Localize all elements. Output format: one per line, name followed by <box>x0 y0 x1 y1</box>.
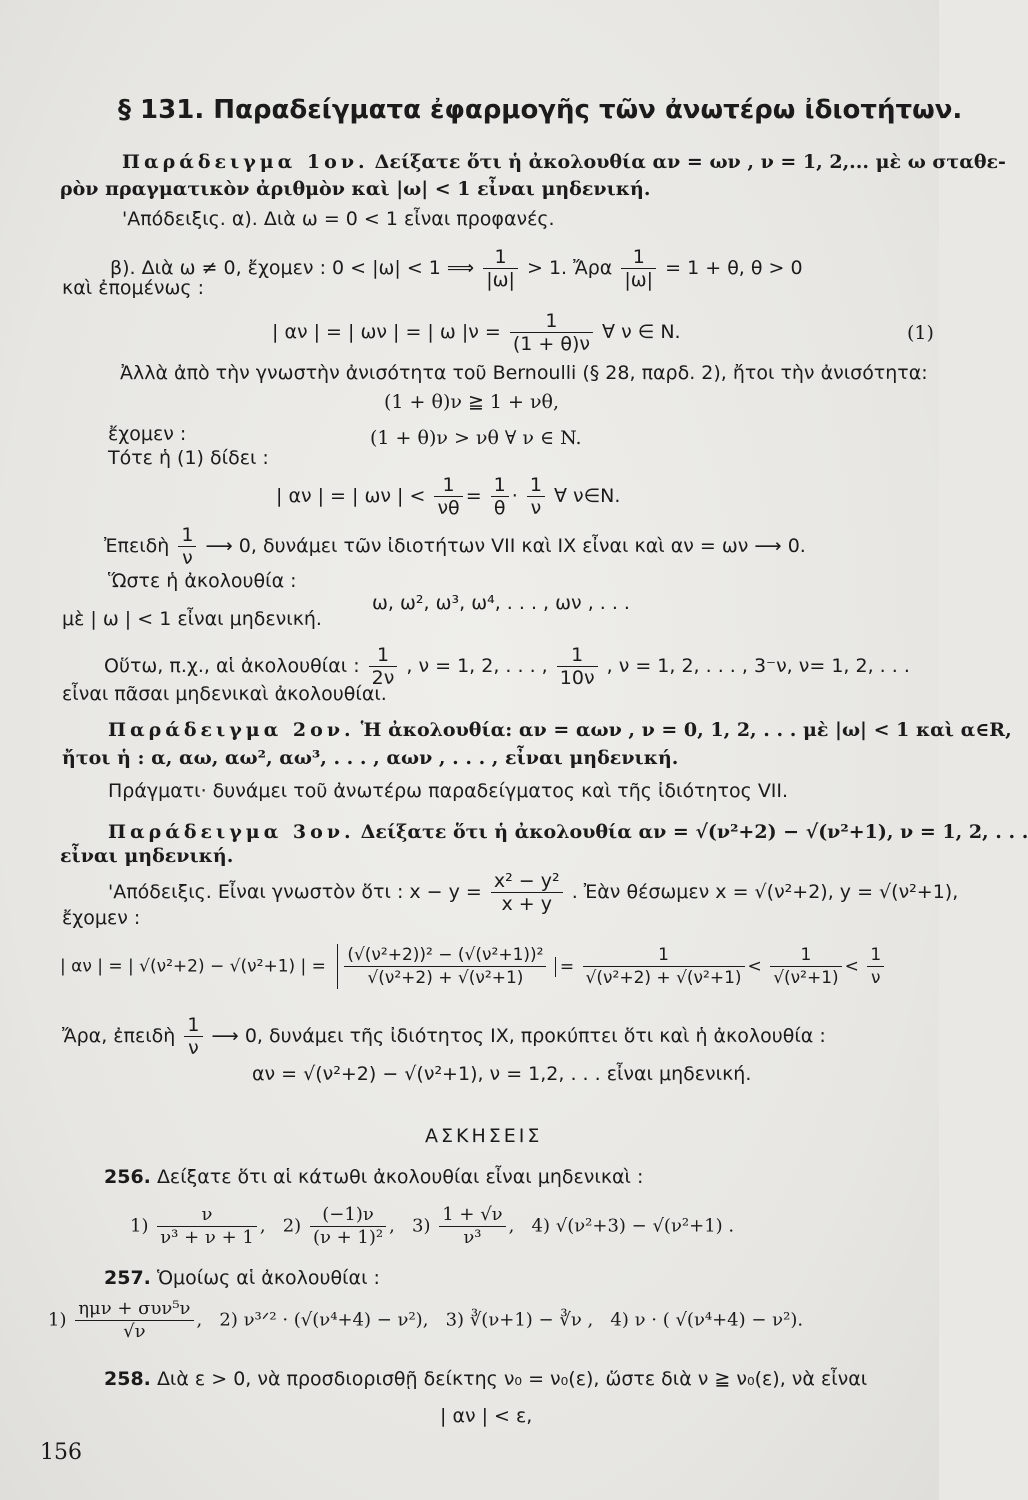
outo-middle-1: , ν = 1, 2, . . . , <box>406 655 548 677</box>
example-1-line-1 <box>122 150 1006 174</box>
equation-2-left: | αν | = | ων | < <box>276 485 426 507</box>
bernoulli-inequality: (1 + θ)ν ≧ 1 + νθ, <box>384 391 560 413</box>
epeidi-rest: ⟶ 0, δυνάμει τῶν ἰδιοτήτων VII καὶ IX εἶναι καὶ αν = ων ⟶ 0. <box>205 535 806 557</box>
item-number: 3) <box>412 1215 431 1237</box>
fraction-numerator: (−1)ν <box>322 1204 374 1225</box>
fraction-denominator: |ω| <box>621 268 656 291</box>
fraction-denominator: ν <box>867 966 884 989</box>
epeidi-word: Ἐπειδὴ <box>104 535 170 557</box>
example-1-line-2: ρὸν πραγματικὸν ἀριθμὸν καὶ |ω| < 1 εἶναι μηδενική. <box>60 178 651 200</box>
me-line: μὲ | ω | < 1 εἶναι μηδενική. <box>62 608 322 630</box>
fraction-numerator: 1 <box>442 474 455 496</box>
fraction-numerator: 1 <box>529 474 542 496</box>
example-1-statement: Δείξατε ὅτι ἡ ἀκολουθία αν = ων , ν = 1, 2,... μὲ ω σταθε- <box>374 151 1006 173</box>
proof-b-text: β). Διὰ ω ≠ 0, ἔχομεν : 0 < |ω| < 1 ⟹ <box>110 257 475 279</box>
fraction-numerator: x² − y² <box>493 870 560 892</box>
fraction-numerator: 1 <box>545 310 558 332</box>
example-2-line-2: ἤτοι ἡ : α, αω, αω², αω³, . . . , αων , . . . , εἶναι μηδενική. <box>62 747 679 769</box>
ara-word: Ἄρα, ἐπειδὴ <box>62 1025 176 1047</box>
fraction-numerator: ν <box>201 1204 213 1225</box>
item-number: 1) <box>130 1215 149 1237</box>
example-2-line-3: Πράγματι· δυνάμει τοῦ ἀνωτέρω παραδείγματος καὶ τῆς ἰδιότητος VII. <box>108 780 789 802</box>
fraction-numerator: 1 <box>187 1014 200 1036</box>
exercise-257-number: 257. <box>104 1267 151 1289</box>
fraction-numerator: 1 <box>494 246 507 268</box>
fraction-denominator: 2ν <box>369 666 398 689</box>
proof-3-rest: . Ἐὰν θέσωμεν x = √(ν²+2), y = √(ν²+1), <box>571 881 959 903</box>
kai-epomenos: καὶ ἐπομένως : <box>62 277 204 299</box>
example-3-label: Παράδειγμα 3ον. <box>108 821 355 843</box>
fraction-denominator: √ν <box>75 1320 193 1343</box>
proof-b-ara: > 1. Ἄρα <box>527 257 613 279</box>
fraction-numerator: 1 <box>870 945 882 965</box>
exercise-256-text: Δείξατε ὅτι αἱ κάτωθι ἀκολουθίαι εἶναι μηδενικαὶ : <box>156 1166 644 1188</box>
einai-pasai: εἶναι πᾶσαι μηδενικαὶ ἀκολουθίαι. <box>62 683 387 705</box>
exercise-256-fraction-3 <box>439 1204 505 1249</box>
example-1-label: Παράδειγμα 1ον. <box>122 151 369 173</box>
fraction-one-over-10-nu <box>557 644 598 689</box>
ara-line <box>62 1014 826 1059</box>
proof-a: 'Απόδειξις. α). Διὰ ω = 0 < 1 εἶναι προφανές. <box>122 208 555 230</box>
inequality-2: (1 + θ)ν > νθ ∀ ν ∈ N. <box>370 427 582 449</box>
item-number: 2) <box>282 1215 302 1237</box>
exercise-256-fraction-1 <box>157 1204 257 1249</box>
fraction-denominator: νθ <box>434 496 462 519</box>
epeidi-line <box>104 524 806 569</box>
exercise-257-fraction-1 <box>75 1298 193 1343</box>
big-fraction-1 <box>337 944 546 989</box>
fraction-x2-y2-over-x-plus-y <box>491 870 563 915</box>
fraction-one-over-abs-omega-2 <box>621 246 656 291</box>
exercises-heading: ΑΣΚΗΣΕΙΣ <box>425 1125 543 1147</box>
proof-3-text: 'Απόδειξις. Εἶναι γνωστὸν ὅτι : x − y = <box>108 881 482 903</box>
equation-2-right: ∀ ν∈N. <box>553 485 621 507</box>
fraction-numerator: 1 <box>800 945 812 965</box>
fraction-denominator: ν <box>178 546 196 569</box>
example-3-line-1 <box>108 820 1028 844</box>
example-3-statement: Δείξατε ὅτι ἡ ἀκολουθία αν = √(ν²+2) − √(ν²+1), ν = 1, 2, . . . <box>360 821 1028 843</box>
example-3-line-2: εἶναι μηδενική. <box>60 845 234 867</box>
equation-1-tag: (1) <box>907 322 934 344</box>
example-3-proof <box>108 870 958 915</box>
exercise-258-text: Διὰ ε > 0, νὰ προσδιορισθῇ δείκτης ν₀ = ν₀(ε), ὥστε διὰ ν ≧ ν₀(ε), νὰ εἶναι <box>156 1368 868 1390</box>
fraction-one-over-nu-2 <box>184 1014 202 1059</box>
exomen-1: ἔχομεν : <box>108 423 187 445</box>
fraction-denominator: √(ν²+2) + √(ν²+1) <box>583 966 745 989</box>
fraction-denominator: √(ν²+1) <box>770 966 841 989</box>
fraction-numerator: 1 <box>571 644 584 666</box>
exercise-257-expression-2: ν³ᐟ² · (√(ν⁴+4) − ν²), <box>243 1309 429 1331</box>
outo-word: Οὕτω, π.χ., αἱ ἀκολουθίαι : <box>104 655 360 677</box>
page-number: 156 <box>40 1440 82 1465</box>
fraction-denominator: |ω| <box>483 268 518 291</box>
ara-rest: ⟶ 0, δυνάμει τῆς ἰδιότητος IX, προκύπτει ὅτι καὶ ἡ ἀκολουθία : <box>211 1025 826 1047</box>
fraction-numerator: 1 <box>632 246 645 268</box>
section-title: § 131. Παραδείγματα ἐφαρμογῆς τῶν ἀνωτέρω ἰδιοτήτων. <box>118 95 963 125</box>
equation-1 <box>272 310 681 355</box>
example-2-line-1 <box>108 718 1012 742</box>
fraction-numerator: 1 <box>493 474 506 496</box>
exercise-257-text: Ὁμοίως αἱ ἀκολουθίαι : <box>156 1267 380 1289</box>
fraction-denominator: ν <box>527 496 545 519</box>
big-equation: | αν | = | √(ν²+2) − √(ν²+1) | = $\frac{\text{(√(ν²+2))² − (√(ν²+1))²}}{\text{√(ν²+2) + √(ν²+1)}}$ = $\frac{1}{\text{√(ν²+2) + √(ν²+1)}}$ < $\frac{1}{\text{√(ν²+1)}}$ < $\frac{1}{\nu}$ <box>60 944 887 989</box>
exercise-258-line-2: | αν | < ε, <box>440 1405 533 1427</box>
exercise-256-items: 1) $\frac{\nu}{\text{ν³ + ν + 1}}$ , 2) $\frac{(-1)\nu}{\text{(ν + 1)²}}$ , 3) $\frac{1 + √\nu}{\text{ν³}}$ , 4) √(ν²+3) − √(ν²+1) . <box>130 1204 735 1248</box>
oste-line: Ὥστε ἡ ἀκολουθία : <box>108 570 297 592</box>
exercise-256-fraction-2 <box>310 1204 386 1249</box>
exercise-256-expression-4: √(ν²+3) − √(ν²+1) . <box>555 1215 735 1237</box>
exomen-3: ἔχομεν : <box>62 907 141 929</box>
fraction-numerator: 1 <box>658 945 669 965</box>
equation-2-fraction-2 <box>491 474 509 519</box>
fraction-numerator: 1 + √ν <box>442 1204 503 1225</box>
example-3-final: αν = √(ν²+2) − √(ν²+1), ν = 1,2, . . . εἶναι μηδενική. <box>252 1063 752 1085</box>
exercise-257 <box>104 1266 380 1290</box>
big-fraction-2 <box>583 944 745 989</box>
item-number: 1) <box>48 1309 67 1331</box>
fraction-denominator: θ <box>491 496 509 519</box>
item-number: 4) <box>610 1309 629 1331</box>
equation-1-left: | αν | = | ων | = | ω |ν = <box>272 321 501 343</box>
fraction-numerator: ημν + συν⁵ν <box>78 1298 191 1319</box>
exercise-258-number: 258. <box>104 1368 151 1390</box>
exercise-256 <box>104 1165 643 1189</box>
big-fraction-3 <box>770 944 841 989</box>
fraction-denominator: (1 + θ)ν <box>510 332 593 355</box>
fraction-numerator: (√(ν²+2))² − (√(ν²+1))² <box>347 945 544 965</box>
fraction-one-over-nu <box>178 524 196 569</box>
sequence-powers: ω, ω², ω³, ω⁴, . . . , ων , . . . <box>372 592 630 614</box>
fraction-denominator: ν³ <box>439 1226 505 1249</box>
exercise-257-items: 1) $\frac{\text{ημν + συν⁵ν}}{√\nu}$ , 2) ν³ᐟ² · (√(ν⁴+4) − ν²), 3) ∛(ν+1) − ∛ν , 4) ν · ( √(ν⁴+4) − ν²). <box>48 1298 804 1342</box>
exercise-257-expression-4: ν · ( √(ν⁴+4) − ν²). <box>634 1309 804 1331</box>
fraction-denominator: 10ν <box>557 666 598 689</box>
fraction-denominator: x + y <box>491 892 563 915</box>
equation-2-fraction-1 <box>434 474 462 519</box>
item-number: 2) <box>219 1309 238 1331</box>
proof-b-theta: = 1 + θ, θ > 0 <box>665 257 803 279</box>
big-fraction-4 <box>867 944 884 989</box>
fraction-numerator: 1 <box>181 524 194 546</box>
example-2-label: Παράδειγμα 2ον. <box>108 719 355 741</box>
equation-2: | αν | = | ων | < $\frac{1}{\nu\theta}$ = $\frac{1}{\theta}$ · $\frac{1}{\nu}$ ∀ ν∈N. <box>276 474 621 519</box>
equation-2-fraction-3 <box>527 474 545 519</box>
big-equation-left: | αν | = | √(ν²+2) − √(ν²+1) | = <box>60 956 326 977</box>
fraction-one-over-abs-omega <box>483 246 518 291</box>
bernoulli-line: Ἀλλὰ ἀπὸ τὴν γνωστὴν ἀνισότητα τοῦ Bernoulli (§ 28, παρδ. 2), ἤτοι τὴν ἀνισότητα: <box>120 362 928 384</box>
fraction-numerator: 1 <box>376 644 390 666</box>
fraction-denominator: ν³ + ν + 1 <box>157 1226 257 1249</box>
item-number: 3) <box>445 1309 465 1331</box>
fraction-denominator: √(ν²+2) + √(ν²+1) <box>344 966 546 989</box>
exercise-256-number: 256. <box>104 1166 151 1188</box>
item-number: 4) <box>531 1215 550 1237</box>
fraction-denominator: (ν + 1)² <box>310 1226 386 1249</box>
exercise-258 <box>104 1367 867 1391</box>
proof-b <box>110 246 803 291</box>
exercise-257-expression-3: ∛(ν+1) − ∛ν , <box>469 1309 594 1331</box>
big-equation-equals: = <box>555 957 574 977</box>
equation-1-right: ∀ ν ∈ N. <box>602 321 681 343</box>
tote-line: Τότε ἡ (1) δίδει : <box>108 447 269 469</box>
equation-1-fraction <box>510 310 593 355</box>
fraction-denominator: ν <box>184 1036 202 1059</box>
example-2-statement: Ἡ ἀκολουθία: αν = αων , ν = 0, 1, 2, . . . μὲ |ω| < 1 καὶ α∈R, <box>360 719 1012 741</box>
outo-middle-2: , ν = 1, 2, . . . , 3⁻ν, ν= 1, 2, . . . <box>606 655 910 677</box>
